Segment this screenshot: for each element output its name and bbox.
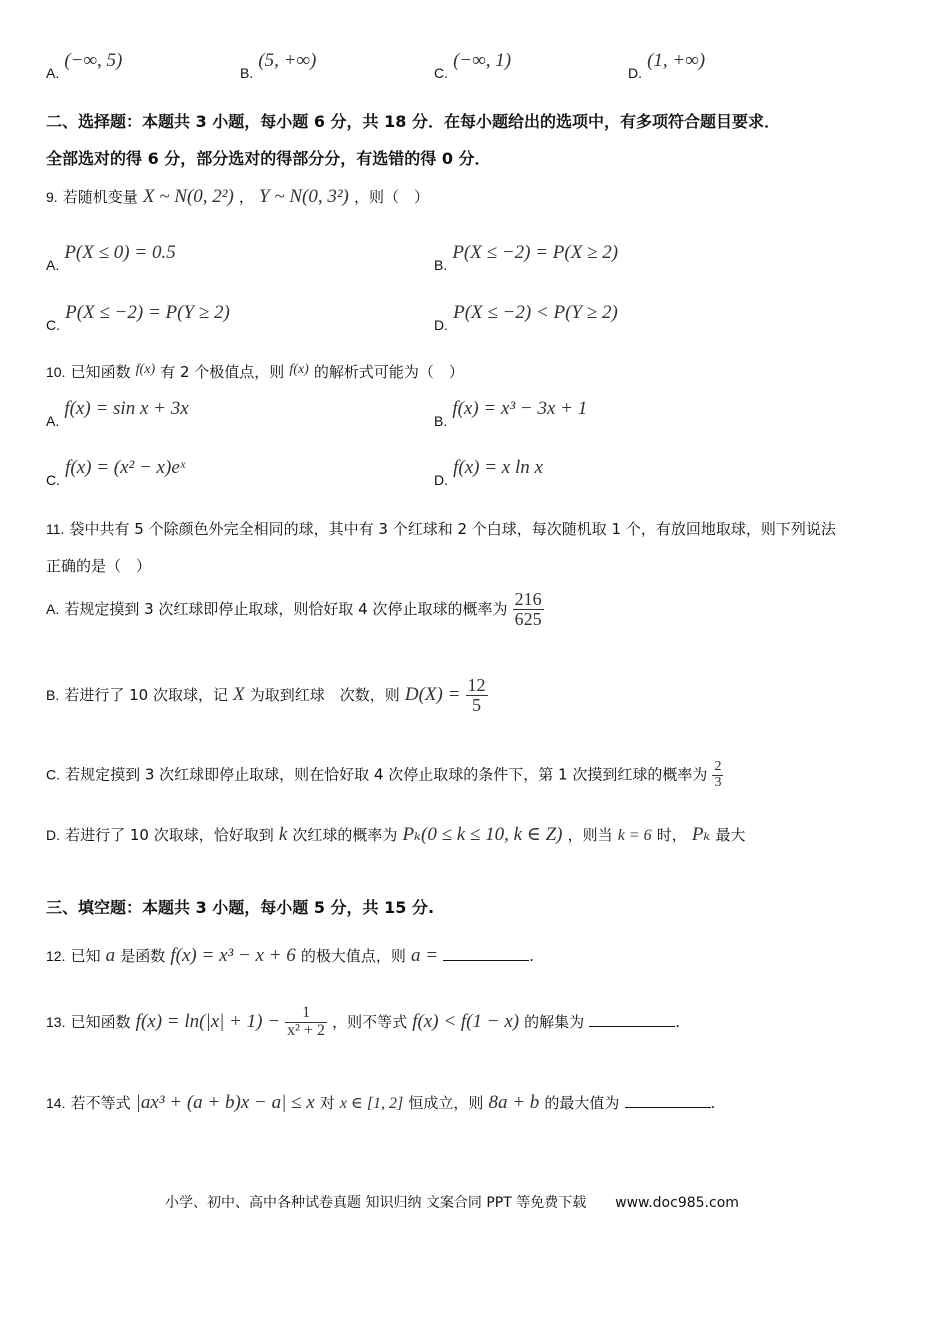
option-text: ，则当 [567, 826, 613, 844]
option-text: 次红球的概率为 [292, 826, 398, 844]
answer-blank[interactable] [589, 1012, 675, 1027]
footer-link[interactable]: www.doc985.com [615, 1195, 739, 1211]
q9-option-d [434, 302, 618, 333]
option-label: C. [46, 766, 60, 783]
fraction [285, 1005, 327, 1040]
question-text: 已知函数 [70, 1012, 131, 1031]
q10-option-a [46, 398, 189, 429]
question-text: 恒成立，则 [408, 1094, 484, 1112]
option-math: f(x) = sin x + 3x [64, 398, 189, 419]
q11-stem-line2: 正确的是（ ） [46, 557, 152, 575]
option-math: Pₖ(0 ≤ k ≤ 10, k ∈ Z) [402, 824, 563, 845]
option-text: 若规定摸到 3 次红球即停止取球，则在恰好取 4 次停止取球的条件下，第 1 次摸到红球的概率为 [65, 765, 708, 784]
q9-math-x: X ~ N(0, 2²) [142, 186, 234, 207]
fraction-denominator: 625 [514, 608, 542, 629]
footer-text: 小学、初中、高中各种试卷真题 知识归纳 文案合同 PPT 等免费下载 [165, 1195, 587, 1211]
option-label: C. [46, 317, 60, 333]
question-text: 的最大值为 [544, 1094, 620, 1112]
period: . [675, 1012, 681, 1031]
q8-option-a [46, 50, 122, 81]
q13 [46, 1005, 680, 1040]
question-number: 12. [46, 948, 66, 964]
option-math: k = 6 [617, 827, 652, 844]
question-text: ，则（ ） [353, 188, 429, 206]
page-footer [165, 1192, 739, 1212]
q9-option-c [46, 302, 230, 333]
q11-option-d [46, 823, 745, 846]
question-text: 若不等式 [70, 1094, 131, 1112]
section-2-heading-line1: 二、选择题：本题共 3 小题，每小题 6 分，共 18 分．在每小题给出的选项中，有多项符合题目要求． [46, 112, 780, 131]
question-number: 9. [46, 189, 58, 205]
answer-blank[interactable] [625, 1093, 711, 1108]
range-math: x ∈ [1, 2] [339, 1095, 404, 1112]
fraction-denominator: 3 [714, 774, 722, 790]
q9-option-b [434, 242, 618, 273]
function-math: f(x) = ln(|x| + 1) − [135, 1010, 281, 1032]
fraction-numerator: 1 [285, 1005, 327, 1023]
fraction [466, 676, 488, 715]
question-text: 对 [319, 1094, 335, 1112]
q10-stem [46, 361, 464, 382]
question-text: 已知 [70, 947, 101, 965]
q11-stem-line1 [46, 518, 836, 539]
q9-stem [46, 186, 429, 208]
q9-option-a [46, 242, 176, 273]
q8-option-d [628, 50, 705, 81]
option-label: D. [628, 65, 642, 81]
option-label: D. [46, 827, 60, 843]
answer-prefix: a = [410, 945, 439, 966]
option-math: (−∞, 1) [453, 50, 512, 71]
fraction-numerator: 216 [514, 589, 542, 609]
fraction-numerator: 12 [467, 675, 486, 695]
question-text: 的解集为 [524, 1012, 585, 1031]
fraction [513, 590, 544, 629]
option-label: B. [434, 257, 448, 273]
option-math: f(x) = x ln x [453, 457, 543, 478]
q14 [46, 1092, 715, 1114]
option-math: Pₖ [691, 824, 711, 845]
expression-math: 8a + b [488, 1092, 540, 1113]
q10-option-b [434, 398, 587, 429]
question-text: 的极大值点，则 [300, 947, 406, 965]
q10-fx: f(x) [135, 362, 156, 377]
question-number: 13. [46, 1013, 66, 1030]
q10-option-c [46, 457, 185, 488]
q11-option-a [46, 590, 544, 629]
question-number: 14. [46, 1095, 66, 1111]
q12 [46, 945, 534, 967]
option-label: A. [46, 600, 60, 617]
q10-fx: f(x) [289, 362, 309, 377]
option-math: P(X ≤ −2) = P(Y ≥ 2) [65, 302, 230, 323]
option-label: D. [434, 472, 448, 488]
fraction-denominator: x² + 2 [287, 1021, 325, 1039]
option-math: (1, +∞) [647, 50, 706, 71]
question-number: 10. [46, 364, 66, 380]
option-text: 最大 [715, 826, 746, 844]
q10-option-d [434, 457, 543, 488]
option-math: D(X) = [404, 683, 461, 705]
option-label: B. [46, 686, 60, 703]
option-math: f(x) = (x² − x)eˣ [65, 457, 186, 478]
inequality-math: f(x) < f(1 − x) [412, 1010, 520, 1032]
fraction-numerator: 2 [714, 759, 722, 774]
period: . [710, 1094, 716, 1112]
q8-option-b [240, 50, 316, 81]
inequality-math: |ax³ + (a + b)x − a| ≤ x [135, 1092, 315, 1113]
option-label: A. [46, 257, 60, 273]
fraction [712, 760, 723, 790]
option-label: B. [240, 65, 254, 81]
option-math: P(X ≤ 0) = 0.5 [64, 242, 176, 263]
option-math: (5, +∞) [258, 50, 317, 71]
option-text: 时， [656, 826, 687, 844]
option-math: P(X ≤ −2) < P(Y ≥ 2) [453, 302, 618, 323]
question-text: ，则不等式 [332, 1012, 408, 1031]
period: . [529, 947, 534, 965]
option-math: f(x) = x³ − 3x + 1 [452, 398, 588, 419]
option-text: 若进行了 10 次取球，恰好取到 [65, 826, 274, 844]
option-math: P(X ≤ −2) = P(X ≥ 2) [452, 242, 619, 263]
separator: ， [238, 188, 254, 206]
q11-option-c [46, 760, 723, 790]
section-3-heading: 三、填空题：本题共 3 小题，每小题 5 分，共 15 分. [46, 898, 435, 917]
variable: k [278, 824, 288, 845]
option-label: A. [46, 413, 60, 429]
question-text: 袋中共有 5 个除颜色外完全相同的球，其中有 3 个红球和 2 个白球，每次随机取 1 个，有放回地取球，则下列说法 [69, 520, 836, 538]
q11-option-b [46, 676, 488, 715]
option-label: C. [46, 472, 60, 488]
option-text: 若进行了 10 次取球，记 [64, 685, 228, 704]
option-label: A. [46, 65, 60, 81]
question-text: 若随机变量 [62, 188, 138, 206]
q8-option-c [434, 50, 511, 81]
answer-blank[interactable] [443, 946, 529, 961]
variable: X [233, 683, 245, 705]
q9-math-y: Y ~ N(0, 3²) [259, 186, 349, 207]
option-text: 为取到红球 次数，则 [249, 685, 400, 704]
fraction-denominator: 5 [472, 694, 482, 715]
option-label: B. [434, 413, 448, 429]
question-text: 有 2 个极值点，则 [160, 363, 285, 381]
option-text: 若规定摸到 3 次红球即停止取球，则恰好取 4 次停止取球的概率为 [64, 599, 508, 618]
variable: a [105, 945, 116, 966]
question-text: 已知函数 [70, 363, 131, 381]
option-math: (−∞, 5) [64, 50, 123, 71]
function-math: f(x) = x³ − x + 6 [170, 945, 296, 966]
option-label: D. [434, 317, 448, 333]
option-label: C. [434, 65, 448, 81]
question-text: 的解析式可能为（ ） [313, 363, 464, 381]
section-2-heading-line2: 全部选对的得 6 分，部分选对的得部分分，有选错的得 0 分． [46, 149, 491, 168]
question-number: 11. [46, 521, 65, 537]
question-text: 是函数 [120, 947, 166, 965]
